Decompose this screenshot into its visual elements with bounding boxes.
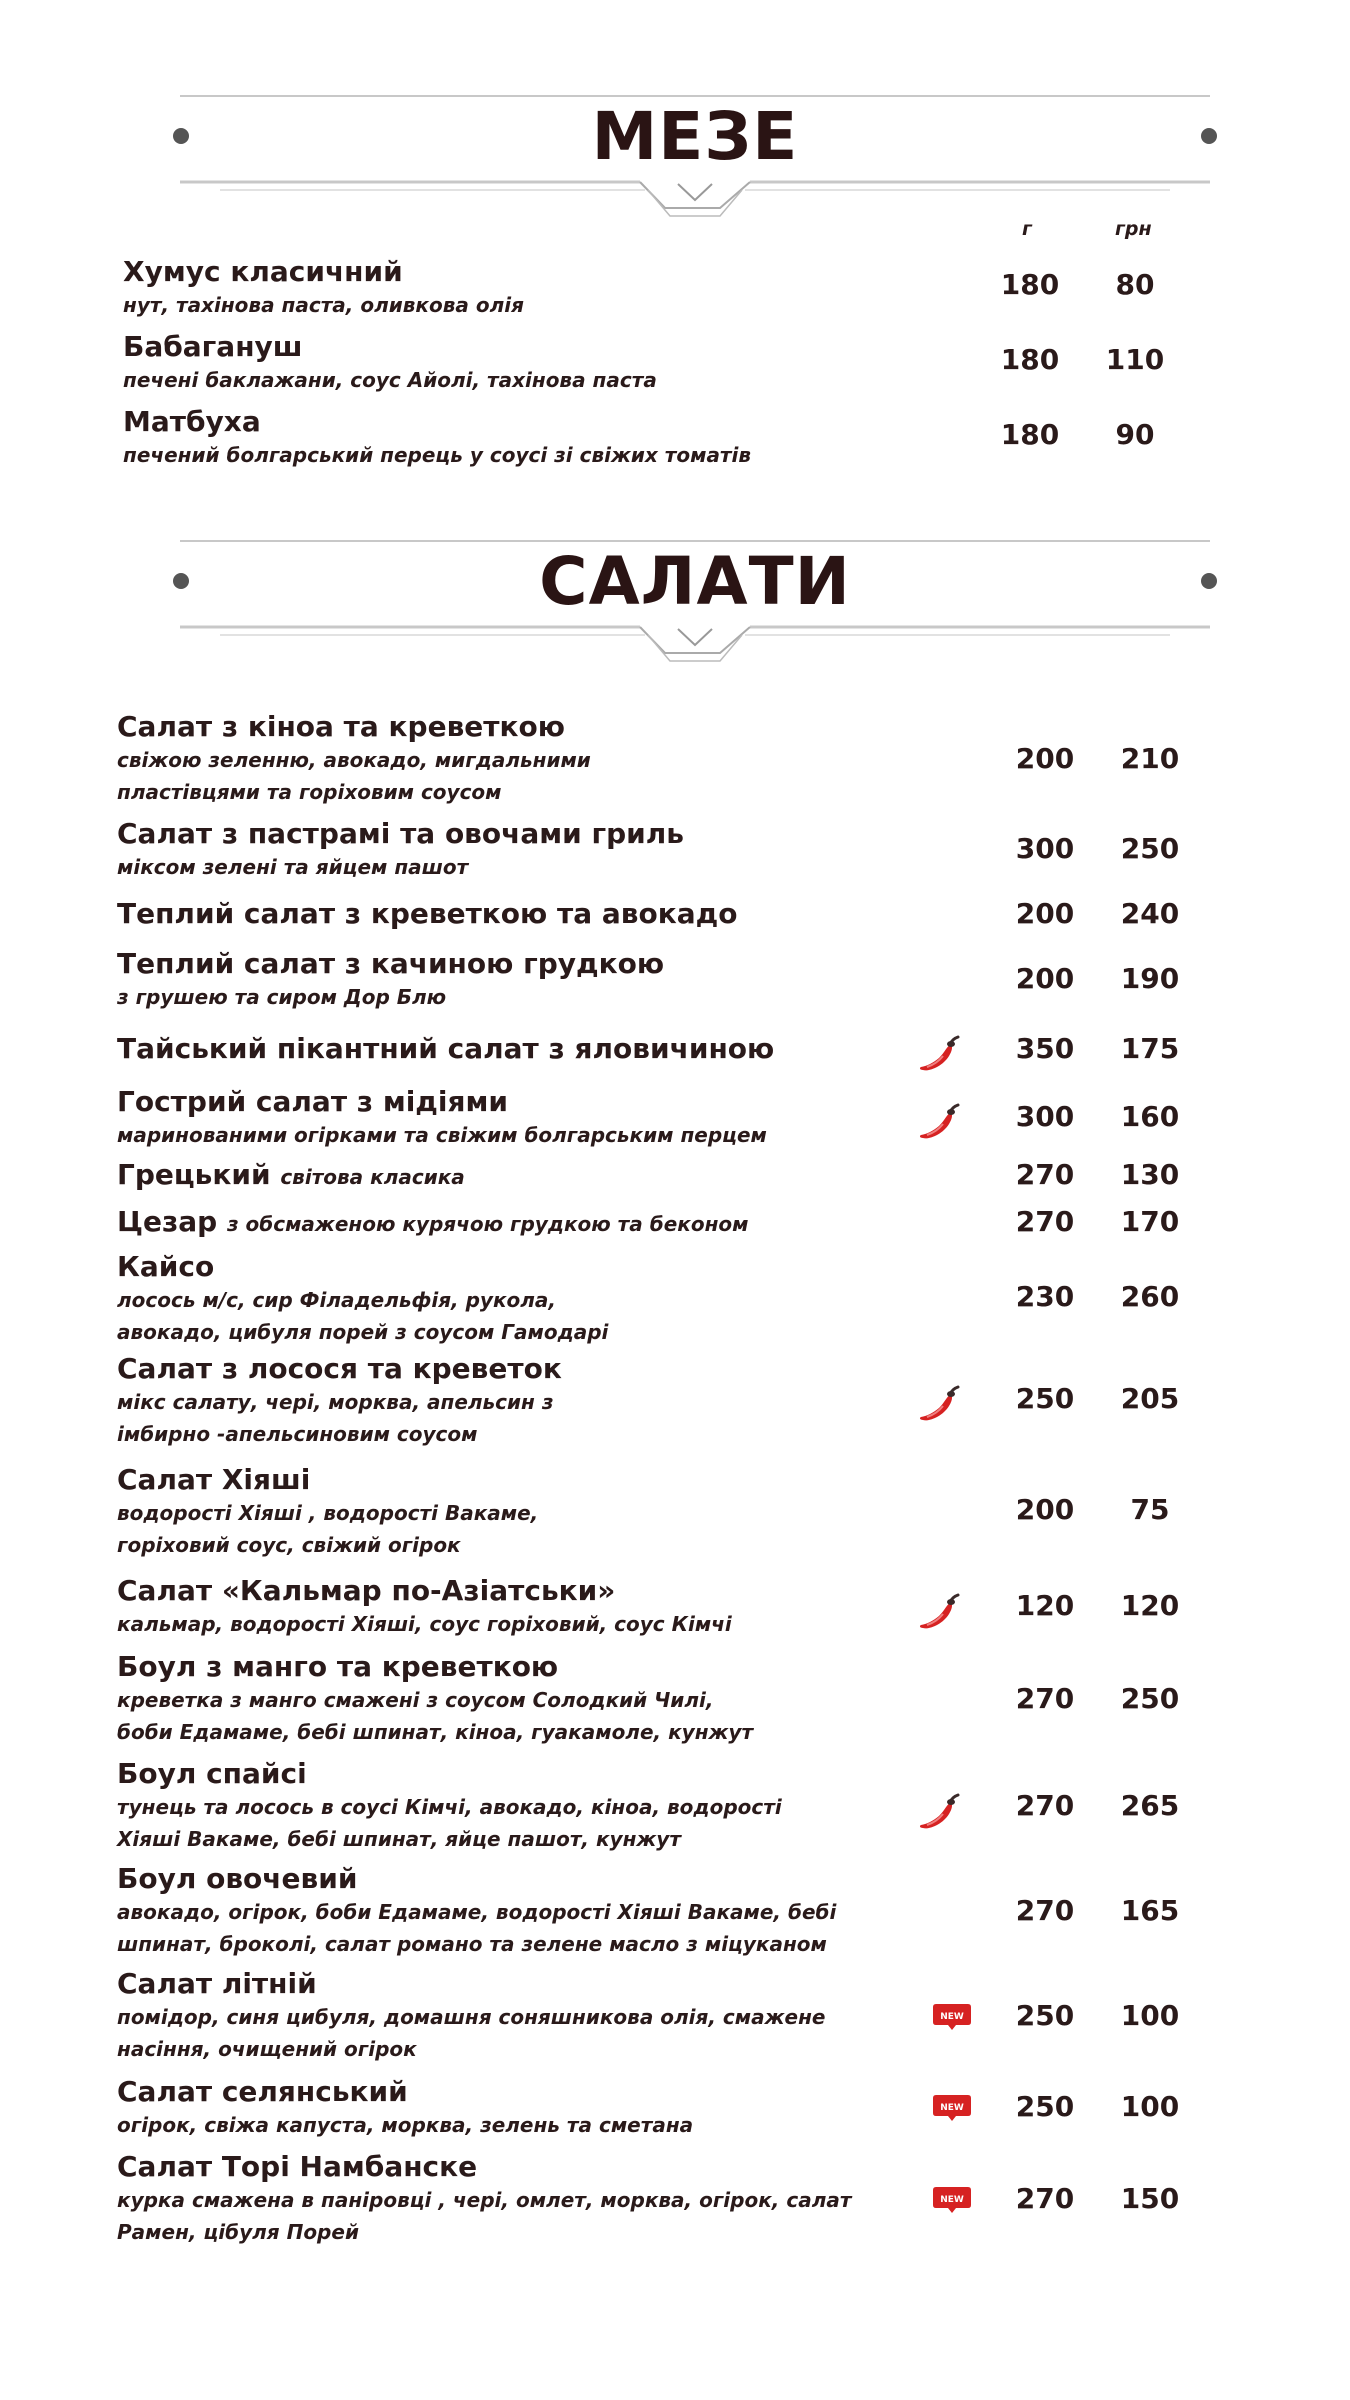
menu-item — [117, 1250, 608, 1348]
menu-item-name: Салат з пастрамі та овочами гриль — [117, 817, 685, 850]
menu-item-description: тунець та лосось в соусі Кімчі, авокадо, кіноа, водорості Хіяші Вакаме, бебі шпинат, яйце пашот, кунжут — [117, 1795, 782, 1851]
chili-pepper-icon — [915, 1380, 963, 1428]
menu-item — [123, 405, 751, 471]
menu-item-weight: 270 — [1015, 1158, 1075, 1191]
menu-item-description: міксом зелені та яйцем пашот — [117, 855, 469, 879]
menu-item-weight: 250 — [1015, 2090, 1075, 2123]
menu-item-weight: 200 — [1015, 897, 1075, 930]
menu-item-price: 210 — [1120, 742, 1180, 775]
menu-item — [117, 2150, 851, 2248]
menu-item-description: авокадо, огірок, боби Едамаме, водорості Хіяші Вакаме, бебі шпинат, броколі, салат романо та зелене масло з міцуканом — [117, 1900, 837, 1956]
menu-item-description: свіжою зеленню, авокадо, мигдальними пластівцями та горіховим соусом — [117, 748, 591, 804]
menu-item-weight: 180 — [1000, 268, 1060, 301]
menu-item-name: Теплий салат з креветкою та авокадо — [117, 897, 738, 930]
menu-item-weight: 180 — [1000, 343, 1060, 376]
menu-item-description: мікс салату, черi, морква, апельсин з імбирно -апельсиновим соусом — [117, 1390, 554, 1446]
menu-item — [117, 1650, 753, 1748]
menu-item — [117, 2075, 693, 2141]
menu-item-price: 250 — [1120, 1682, 1180, 1715]
menu-item-description: нут, тахінова паста, оливкова олія — [123, 293, 524, 317]
menu-item — [117, 947, 664, 1013]
menu-item-weight: 180 — [1000, 418, 1060, 451]
menu-item — [123, 255, 524, 321]
menu-item-weight: 300 — [1015, 832, 1075, 865]
menu-item — [117, 817, 684, 883]
menu-item-description: кальмар, водорості Хіяші, соус горіховий, соус Кімчі — [117, 1612, 732, 1636]
menu-item-price: 150 — [1120, 2182, 1180, 2215]
menu-item-price: 80 — [1115, 268, 1155, 301]
menu-item — [117, 1205, 748, 1241]
menu-item-weight: 270 — [1015, 1205, 1075, 1238]
meze-banner — [160, 90, 1230, 230]
menu-item-price: 260 — [1120, 1280, 1180, 1313]
menu-item-weight: 200 — [1015, 742, 1075, 775]
menu-item-description: з грушею та сиром Дор Блю — [117, 985, 447, 1009]
menu-item — [117, 897, 737, 931]
menu-item-name: Кайсо — [117, 1250, 215, 1283]
menu-item-weight: 270 — [1015, 1682, 1075, 1715]
menu-item-weight: 270 — [1015, 1894, 1075, 1927]
menu-item-name: Грецький — [117, 1158, 271, 1191]
svg-text:NEW: NEW — [940, 2195, 964, 2205]
menu-item-description: водорості Хіяші , водорості Вакаме, горіховий соус, свіжий огірок — [117, 1501, 539, 1557]
menu-item-name: Салат Хіяші — [117, 1463, 311, 1496]
menu-item-weight: 350 — [1015, 1032, 1075, 1065]
menu-item-description: огірок, свіжа капуста, морква, зелень та сметана — [117, 2113, 694, 2137]
meze-title: МЕЗЕ — [591, 98, 799, 175]
menu-item-weight: 250 — [1015, 1382, 1075, 1415]
menu-item-weight: 250 — [1015, 1999, 1075, 2032]
chili-pepper-icon — [915, 1788, 963, 1836]
menu-item-price: 190 — [1120, 962, 1180, 995]
menu-item-price: 160 — [1120, 1100, 1180, 1133]
menu-item-price: 100 — [1120, 1999, 1180, 2032]
menu-item-price: 130 — [1120, 1158, 1180, 1191]
menu-item-weight: 200 — [1015, 962, 1075, 995]
price-column-header: грн — [1115, 218, 1152, 240]
menu-item-name: Тайський пікантний салат з яловичиною — [117, 1032, 775, 1065]
menu-item — [117, 1574, 732, 1640]
new-badge-icon — [930, 2093, 974, 2123]
menu-item-price: 265 — [1120, 1789, 1180, 1822]
menu-item-name: Салат з кіноа та креветкою — [117, 710, 565, 743]
menu-item-weight: 230 — [1015, 1280, 1075, 1313]
menu-item-description: з обсмаженою курячою грудкою та беконом — [226, 1212, 749, 1236]
menu-item-weight: 200 — [1015, 1493, 1075, 1526]
new-badge-icon — [930, 2185, 974, 2215]
menu-item — [117, 1085, 767, 1151]
menu-item — [117, 1967, 825, 2065]
menu-item-description: курка смажена в паніровці , черi, омлет, морква, огірок, салат Рамен, цібуля Порей — [117, 2188, 852, 2244]
menu-item-price: 90 — [1115, 418, 1155, 451]
menu-item-name: Салат Торі Намбанске — [117, 2150, 478, 2183]
menu-item — [117, 1352, 562, 1450]
menu-item — [117, 1032, 774, 1066]
menu-item-name: Матбуха — [123, 405, 261, 438]
menu-item-description: світова класика — [280, 1165, 465, 1189]
menu-item-description: креветка з манго смажені з соусом Солодкий Чилі, боби Едамаме, бебі шпинат, кіноа, гуакамоле, кунжут — [117, 1688, 754, 1744]
menu-item-price: 110 — [1105, 343, 1165, 376]
menu-item-name: Боул з манго та креветкою — [117, 1650, 559, 1683]
menu-item-weight: 270 — [1015, 1789, 1075, 1822]
menu-item-name: Салат селянський — [117, 2075, 408, 2108]
menu-item-name: Теплий салат з качиною грудкою — [117, 947, 665, 980]
menu-item-price: 175 — [1120, 1032, 1180, 1065]
menu-item-name: Салат «Кальмар по-Азіатськи» — [117, 1574, 616, 1607]
menu-item-description: маринованими огірками та свіжим болгарським перцем — [117, 1123, 767, 1147]
salads-banner — [160, 535, 1230, 675]
new-badge-icon — [930, 2002, 974, 2032]
menu-item-description: печені баклажани, соус Айолі, тахінова паста — [123, 368, 657, 392]
menu-item-name: Салат літній — [117, 1967, 317, 2000]
menu-item-description: помідор, синя цибуля, домашня соняшникова олія, смажене насіння, очищений огірок — [117, 2005, 826, 2061]
svg-text:NEW: NEW — [940, 2103, 964, 2113]
menu-item-name: Цезар — [117, 1205, 218, 1238]
salads-title: САЛАТИ — [539, 543, 851, 620]
menu-item-name: Гострий салат з мідіями — [117, 1085, 509, 1118]
menu-item-price: 250 — [1120, 832, 1180, 865]
chili-pepper-icon — [915, 1588, 963, 1636]
menu-item-weight: 300 — [1015, 1100, 1075, 1133]
chili-pepper-icon — [915, 1098, 963, 1146]
menu-item-price: 100 — [1120, 2090, 1180, 2123]
menu-item-name: Салат з лосося та креветок — [117, 1352, 562, 1385]
svg-text:NEW: NEW — [940, 2012, 964, 2022]
menu-item-name: Боул овочевий — [117, 1862, 358, 1895]
menu-item-name: Бабагануш — [123, 330, 303, 363]
menu-item-description: лосось м/с, сир Філадельфія, рукола, авокадо, цибуля порей з соусом Гамодарі — [117, 1288, 609, 1344]
menu-item-name: Хумус класичний — [123, 255, 403, 288]
menu-item-price: 75 — [1130, 1493, 1170, 1526]
menu-item-price: 170 — [1120, 1205, 1180, 1238]
menu-item — [117, 1158, 465, 1194]
menu-item-weight: 120 — [1015, 1589, 1075, 1622]
menu-item-price: 240 — [1120, 897, 1180, 930]
menu-item-description: печений болгарський перець у соусі зі свіжих томатів — [123, 443, 752, 467]
menu-item — [117, 1757, 782, 1855]
chili-pepper-icon — [915, 1030, 963, 1078]
menu-item-weight: 270 — [1015, 2182, 1075, 2215]
menu-item — [117, 1862, 836, 1960]
menu-item-name: Боул спайсі — [117, 1757, 307, 1790]
menu-item — [117, 710, 591, 808]
menu-item-price: 120 — [1120, 1589, 1180, 1622]
menu-item — [123, 330, 657, 396]
menu-item-price: 165 — [1120, 1894, 1180, 1927]
menu-item-price: 205 — [1120, 1382, 1180, 1415]
menu-item — [117, 1463, 538, 1561]
weight-column-header: г — [1022, 218, 1032, 240]
